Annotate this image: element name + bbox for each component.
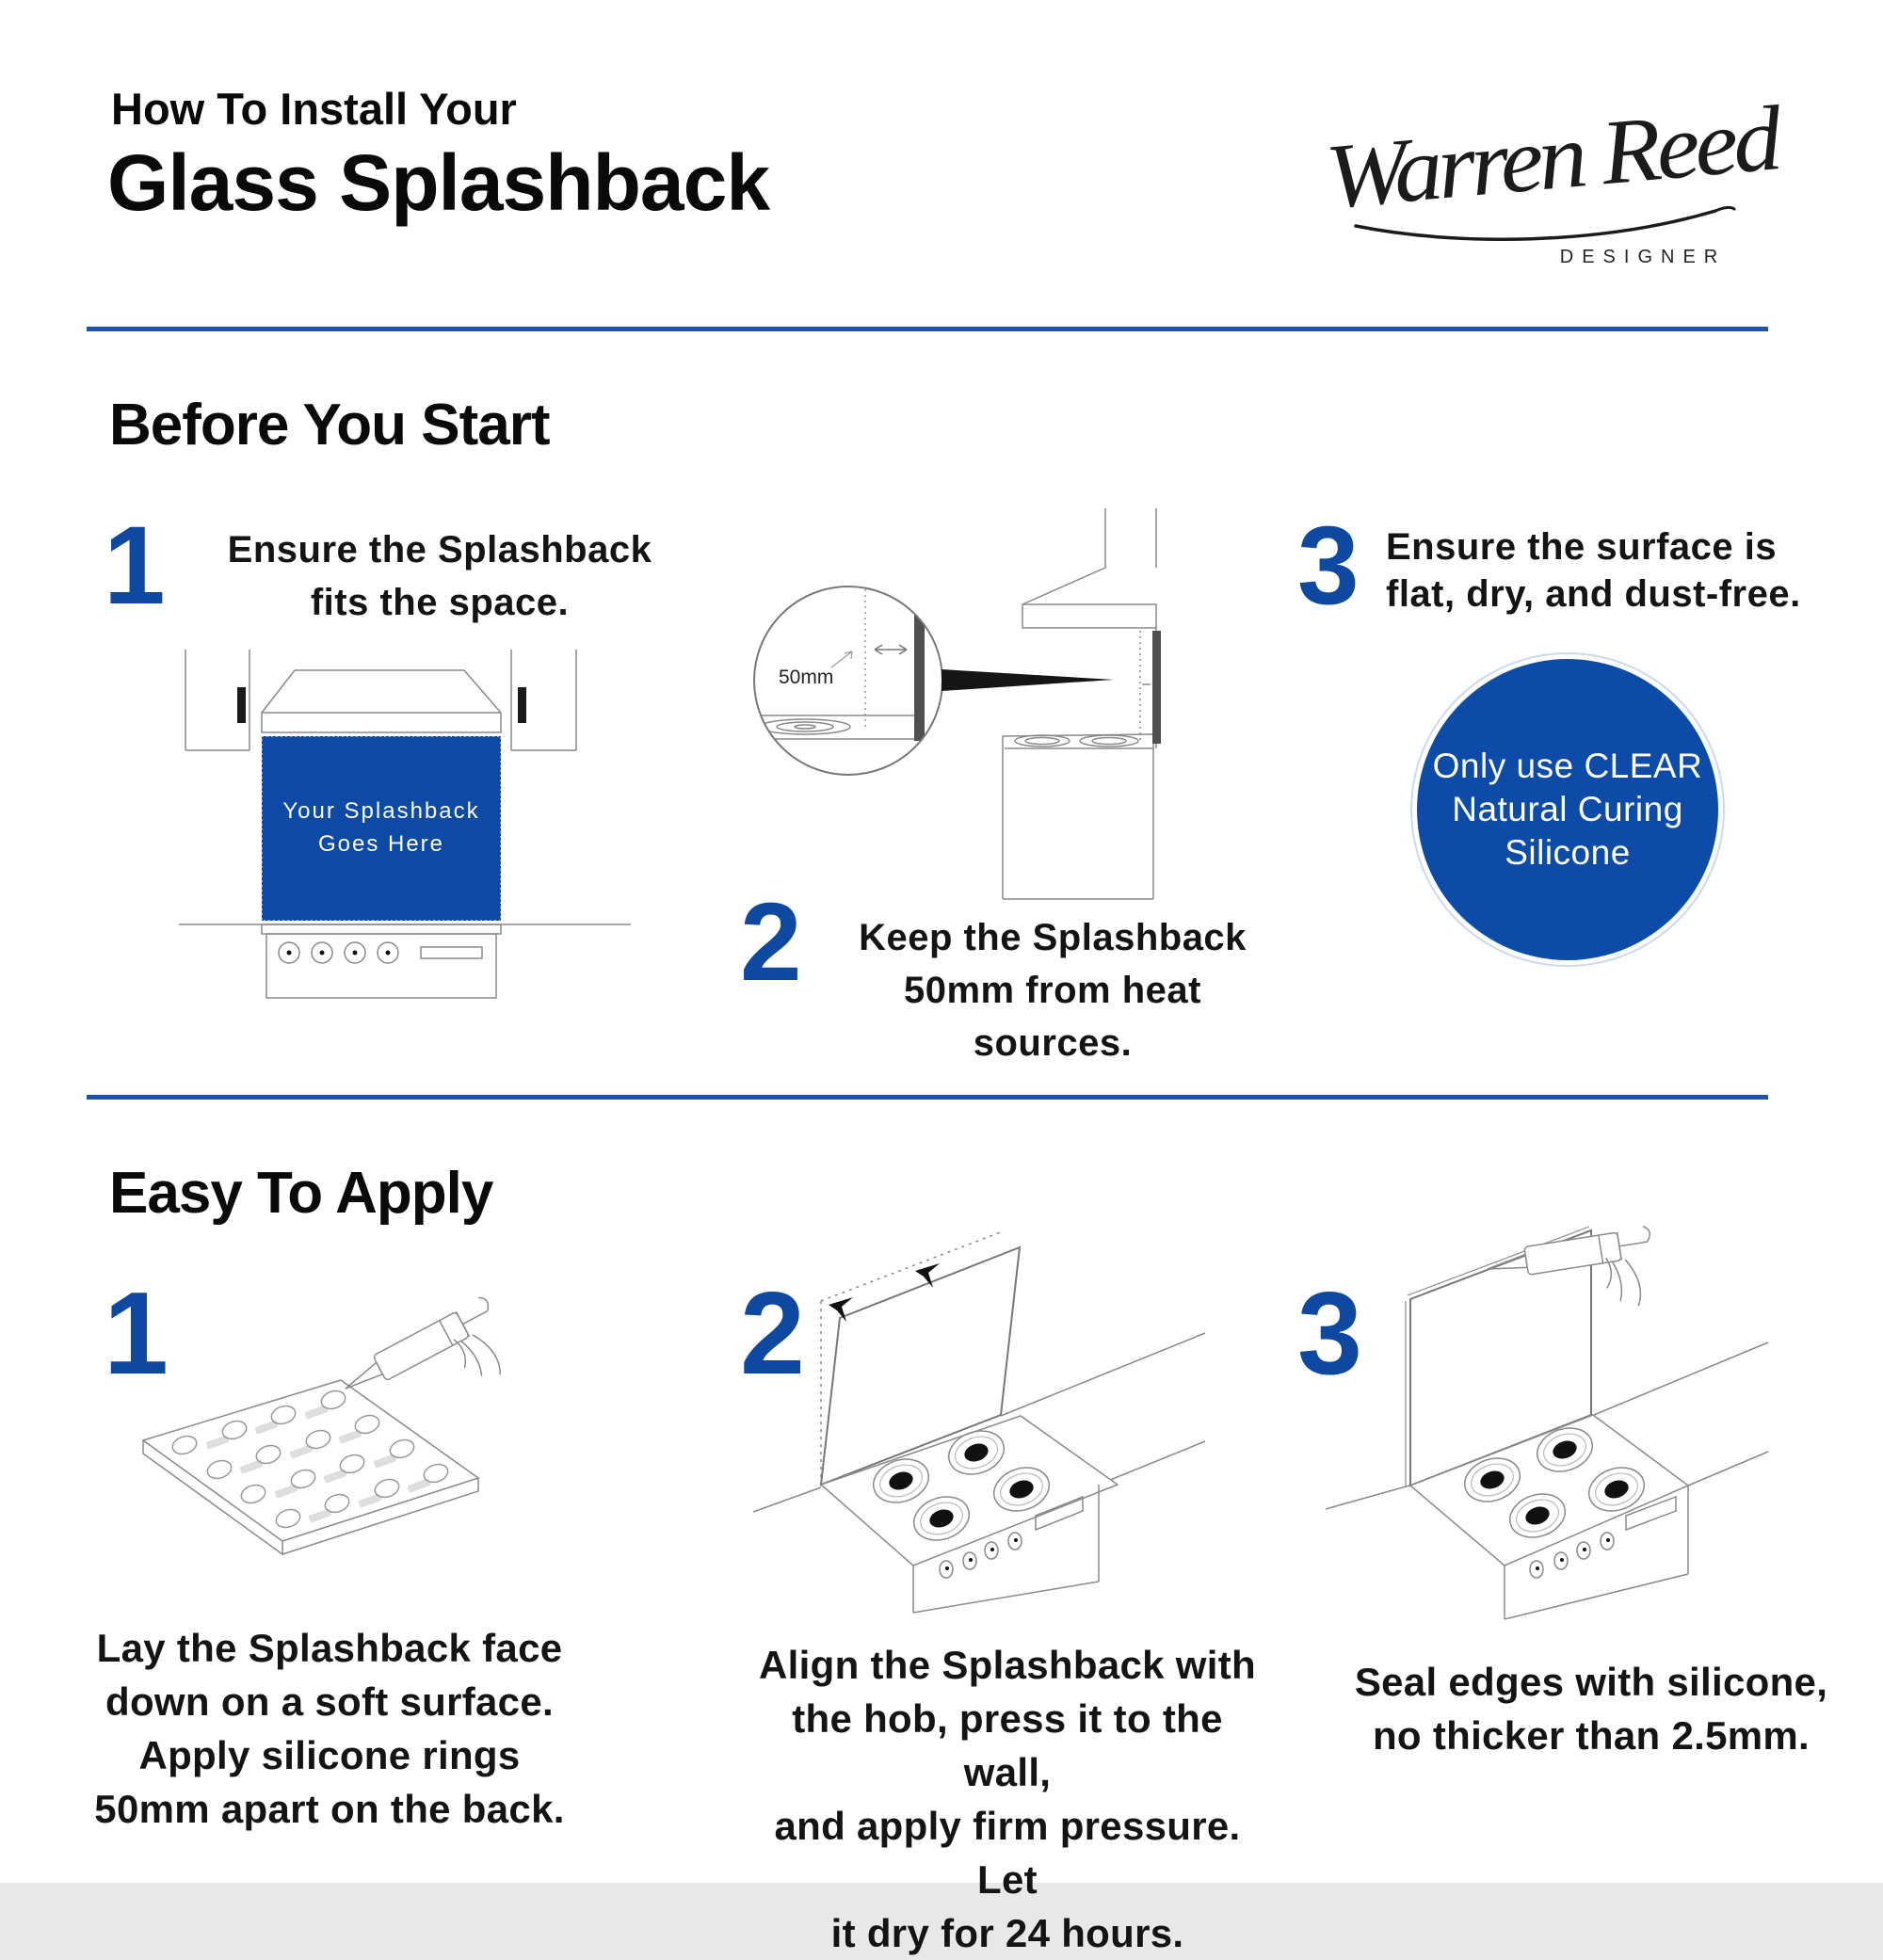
silicone-note-line: Silicone [1505, 833, 1631, 872]
apply-step1-number: 1 [104, 1269, 169, 1399]
before-step3-number: 3 [1297, 504, 1360, 628]
apply-step2-caption [744, 1638, 1271, 1960]
brand-name: Warren Reed [1322, 89, 1755, 229]
page-title-kicker: How To Install Your [111, 84, 517, 134]
text-line: 50mm apart on the back. [94, 1787, 565, 1831]
cooker-front-view-icon [141, 648, 668, 1024]
clearance-zoom-icon [720, 494, 1266, 927]
text-line: 50mm from heat [904, 970, 1201, 1011]
heading-easy-to-apply: Easy To Apply [109, 1161, 493, 1226]
cabinet-handle-icon [237, 687, 246, 723]
splashback-panel [262, 736, 501, 921]
text-line: and apply firm pressure. Let [774, 1804, 1241, 1902]
splashback-flat-icon [132, 1292, 734, 1631]
text-line: Seal edges with silicone, [1354, 1660, 1828, 1704]
before-step3-text [1386, 523, 1857, 618]
panel-label-line: Your Splashback [282, 798, 480, 824]
diagram-heat-clearance [720, 494, 1266, 932]
text-line: Ensure the surface is [1386, 526, 1778, 568]
apply-step2-number: 2 [740, 1269, 805, 1399]
text-line: Keep the Splashback [859, 917, 1247, 958]
text-line: it dry for 24 hours. [830, 1911, 1184, 1955]
silicone-note-line: Only use CLEAR [1432, 747, 1703, 785]
splashback-edge-icon [1152, 631, 1161, 744]
text-line: Apply silicone rings [138, 1733, 521, 1777]
signature-icon [1290, 68, 1817, 256]
text-line: down on a soft surface. [105, 1679, 554, 1724]
before-step1-text [218, 523, 661, 629]
apply-step3-caption [1318, 1655, 1864, 1762]
diagram-splashback-fit [141, 648, 668, 1029]
pointer-triangle-icon [942, 669, 1114, 691]
diagram-lay-flat [132, 1292, 734, 1635]
before-step1-number: 1 [104, 504, 166, 628]
measurement-label: 50mm [779, 667, 834, 688]
cabinet-handle-icon [518, 687, 526, 723]
silicone-note-line: Natural Curing [1452, 790, 1683, 828]
seal-splashback-icon [1326, 1224, 1864, 1638]
silicone-note-badge [1417, 659, 1718, 960]
apply-step1-caption [66, 1621, 593, 1836]
text-line: no thicker than 2.5mm. [1372, 1713, 1811, 1758]
text-line: Lay the Splashback face [96, 1626, 563, 1670]
apply-step3-number: 3 [1297, 1269, 1362, 1399]
diagram-align-press [753, 1231, 1280, 1641]
heading-before-you-start: Before You Start [109, 393, 550, 458]
diagram-seal-edges [1326, 1224, 1864, 1643]
before-step2-text [808, 911, 1297, 1069]
section-divider-top [87, 327, 1768, 331]
text-line: sources. [973, 1022, 1133, 1064]
panel-label-line: Goes Here [317, 831, 445, 857]
text-line: Align the Splashback with [759, 1643, 1256, 1687]
before-step2-number: 2 [740, 880, 802, 1004]
page-title: Glass Splashback [107, 138, 770, 227]
text-line: the hob, press it to the wall, [792, 1696, 1223, 1794]
caulk-gun-icon [337, 1295, 520, 1442]
text-line: fits the space. [310, 582, 570, 623]
text-line: flat, dry, and dust-free. [1386, 573, 1801, 615]
brand-subtitle: DESIGNER [1559, 247, 1727, 267]
brand-logo [1290, 68, 1817, 256]
align-splashback-icon [753, 1231, 1280, 1636]
text-line: Ensure the Splashback [227, 529, 652, 570]
section-divider-bottom [87, 1095, 1768, 1100]
